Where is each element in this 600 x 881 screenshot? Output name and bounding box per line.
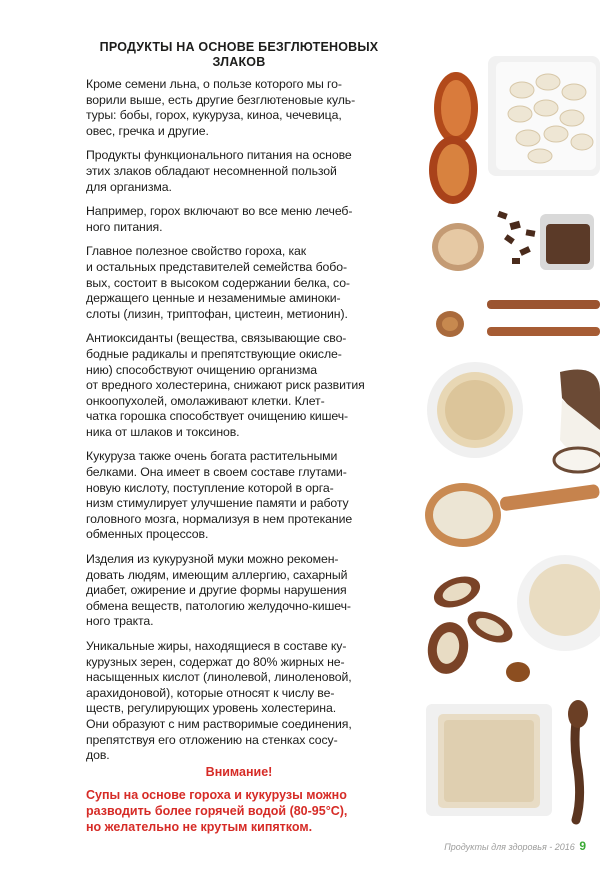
warning-title: Внимание! [205, 765, 273, 779]
paragraph-pea-protein: Главное полезное свойство гороха, как и остальных представителей семейства бобо- вых, состоит в высоком содержании белка, со- держащего ценные и незаменимые аминоки- слоты (лизин, триптофан, цистеин, метионин). [86, 244, 350, 321]
dried-berry [506, 662, 530, 682]
dried-root [568, 700, 588, 820]
ginger-root [432, 223, 484, 271]
white-beans-bowl [488, 56, 600, 176]
coconut-pieces [554, 370, 600, 473]
quinoa-bowl [426, 704, 552, 816]
paragraph-antioxidants: Антиоксиданты (вещества, связывающие сво- бодные радикалы и препятствующие окисле- нию) способствуют очищению организма от вредного холестерина, снижают риск развития онкоопухолей, омолаживают клетки. Клет- чатка горошка способствует очищению кишеч- ника от шлаков и токсинов. [86, 331, 365, 439]
footer-caption: Продукты для здоровья - 2016 [444, 842, 575, 852]
nutmeg [436, 311, 464, 337]
cocoa-nibs-jar [497, 211, 594, 270]
paragraph-corn-protein: Кукуруза также очень богата растительными белками. Она имеет в своем составе глутами- новую кислоту, поступление которой в орга- низм стимулирует улучшение памяти и работу головного мозга, нормализуя в нем протекание обменных процессов. [86, 449, 353, 542]
cinnamon-sticks [487, 300, 600, 336]
wooden-spoon-sesame [425, 483, 600, 547]
brazil-nuts [424, 571, 517, 677]
dried-orange-slices [429, 72, 478, 204]
article-body [86, 40, 392, 773]
warning-text: Супы на основе гороха и кукурузы можно разводить более горячей водой (80-95°С), но желательно не крутым кипятком. [86, 788, 348, 834]
paragraph-intro: Кроме семени льна, о пользе которого мы го- ворили выше, есть другие безглютеновые куль- туры: бобы, горох, кукуруза, киноа, чечевица, овес, гречка и другие. [86, 77, 356, 138]
article-title: ПРОДУКТЫ НА ОСНОВЕ БЕЗГЛЮТЕНОВЫХ ЗЛАКОВ [99, 40, 379, 69]
page-number: 9 [579, 839, 586, 853]
page-footer [444, 839, 586, 853]
oat-flakes-bowl [427, 362, 523, 458]
paragraph-functional-food: Продукты функционального питания на основе этих злаков обладают несомненной пользой для организма. [86, 148, 352, 194]
paragraph-corn-flour: Изделия из кукурузной муки можно рекомен- довать людям, имеющим аллергию, сахарный диабет, ожирение и другие формы нарушения обмена веществ, патологию желудочно-кишеч- ного тракта. [86, 552, 351, 629]
paragraph-pea-menu: Например, горох включают во все меню лечеб- ного питания. [86, 204, 353, 234]
dried-chips-bowl [517, 555, 600, 651]
paragraph-corn-fats: Уникальные жиры, находящиеся в составе ку- курузных зерен, содержат до 80% жирных не- насыщенных кислот (линолевой, линоленовой, арахидоновой), которые относят к числу ве- ществ, регулирующих уровень холестерина. Они образуют с ним растворимые соединения, препятствуя его отложению на стенках сосу- дов. [86, 639, 352, 763]
